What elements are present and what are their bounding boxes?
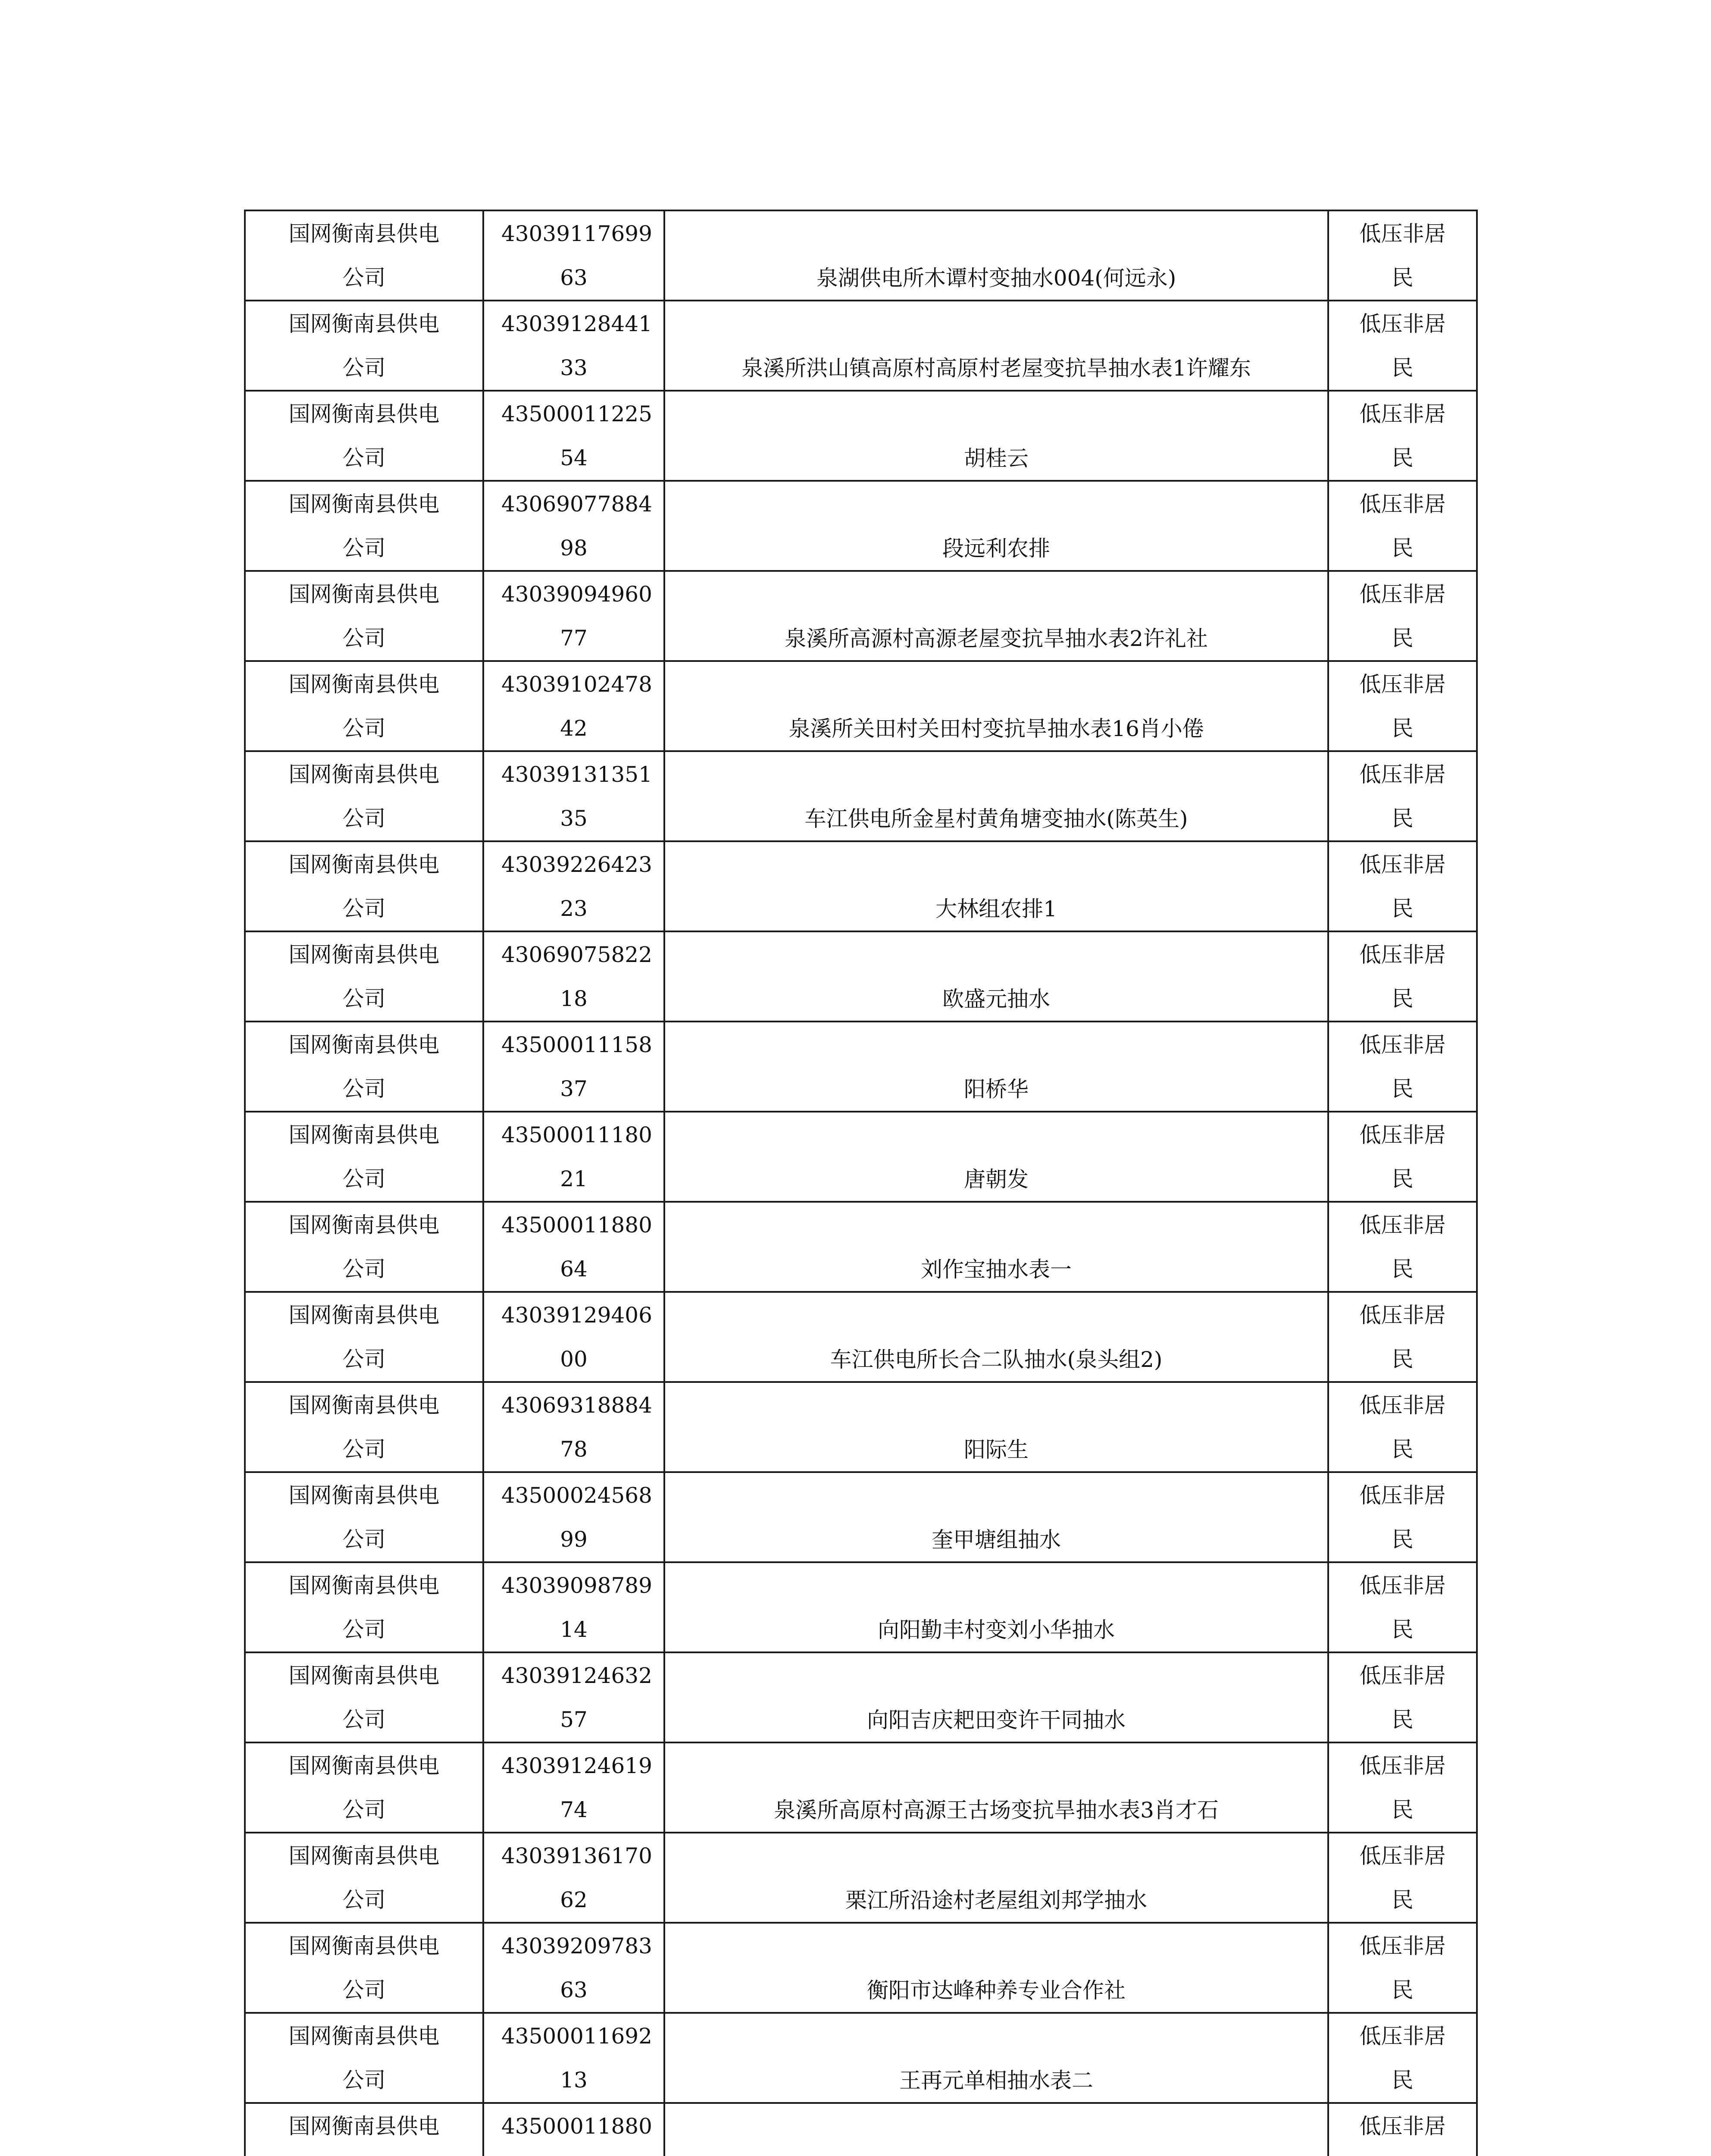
org-line-2: 公司 xyxy=(342,536,386,561)
user-type-line-1: 低压非居 xyxy=(1359,221,1446,246)
account-id-line-1: 43500011158 xyxy=(501,1032,652,1057)
user-type-cell xyxy=(1328,1833,1477,1923)
account-id-line-2: 57 xyxy=(560,1707,588,1732)
org-cell xyxy=(245,751,483,841)
org-line-1: 国网衡南县供电 xyxy=(288,1843,440,1868)
org-line-1: 国网衡南县供电 xyxy=(288,1753,440,1778)
account-id-line-2: 23 xyxy=(560,896,588,921)
account-id-line-1: 43039098789 xyxy=(501,1573,652,1598)
account-id-cell xyxy=(483,1923,664,2013)
account-id-line-2: 14 xyxy=(560,1617,588,1642)
account-name: 王再元单相抽水表二 xyxy=(899,2068,1093,2093)
account-id-line-1: 43039094960 xyxy=(501,582,652,607)
user-type-cell xyxy=(1328,931,1477,1022)
user-type-line-1: 低压非居 xyxy=(1359,1934,1446,1959)
org-cell xyxy=(245,841,483,931)
account-name-cell xyxy=(664,1742,1328,1833)
account-name-cell xyxy=(664,1923,1328,2013)
account-id-cell xyxy=(483,841,664,931)
user-type-line-1: 低压非居 xyxy=(1359,401,1446,426)
org-line-2: 公司 xyxy=(342,2068,386,2093)
account-id-line-2: 74 xyxy=(560,1797,588,1822)
account-id-cell xyxy=(483,1833,664,1923)
user-type-cell xyxy=(1328,481,1477,571)
user-type-line-1: 低压非居 xyxy=(1359,1303,1446,1328)
account-name: 向阳勤丰村变刘小华抽水 xyxy=(878,1617,1115,1642)
account-id-line-1: 43069075822 xyxy=(501,942,652,967)
account-id-cell xyxy=(483,391,664,481)
account-id-line-1: 43039209783 xyxy=(501,1934,652,1959)
user-type-cell xyxy=(1328,391,1477,481)
account-id-line-1: 43500011180 xyxy=(501,1122,652,1147)
account-id-cell xyxy=(483,931,664,1022)
user-type-line-1: 低压非居 xyxy=(1359,1573,1446,1598)
org-cell xyxy=(245,1112,483,1202)
account-name: 车江供电所金星村黄角塘变抽水(陈英生) xyxy=(804,806,1188,831)
org-line-1: 国网衡南县供电 xyxy=(288,221,440,246)
account-name: 泉湖供电所木谭村变抽水004(何远永) xyxy=(816,266,1176,291)
account-id-line-2: 21 xyxy=(560,1166,588,1191)
account-name: 栗江所沿途村老屋组刘邦学抽水 xyxy=(845,1888,1147,1913)
user-type-line-2: 民 xyxy=(1392,1257,1414,1282)
org-line-2: 公司 xyxy=(342,1797,386,1822)
account-id-cell xyxy=(483,481,664,571)
user-type-line-1: 低压非居 xyxy=(1359,2114,1446,2139)
user-type-line-2: 民 xyxy=(1392,445,1414,470)
account-id-cell xyxy=(483,1202,664,1292)
user-type-line-1: 低压非居 xyxy=(1359,1663,1446,1688)
org-cell xyxy=(245,301,483,391)
account-id-line-2: 63 xyxy=(560,1977,588,2002)
account-name: 唐朝发 xyxy=(964,1167,1029,1192)
user-type-line-2: 民 xyxy=(1392,1437,1414,1462)
table-row xyxy=(245,1472,1477,1562)
org-cell xyxy=(245,1382,483,1472)
org-line-1: 国网衡南县供电 xyxy=(288,942,440,967)
table-row xyxy=(245,301,1477,391)
user-type-line-1: 低压非居 xyxy=(1359,942,1446,967)
account-name: 泉溪所高源村高源老屋变抗旱抽水表2许礼社 xyxy=(785,626,1208,651)
user-type-line-1: 低压非居 xyxy=(1359,311,1446,336)
account-id-line-2: 42 xyxy=(560,716,588,741)
account-name-cell xyxy=(664,1472,1328,1562)
org-cell xyxy=(245,1742,483,1833)
account-id-line-2: 63 xyxy=(560,265,588,290)
org-line-1: 国网衡南县供电 xyxy=(288,2114,440,2139)
account-name: 欧盛元抽水 xyxy=(942,987,1050,1012)
user-type-line-1: 低压非居 xyxy=(1359,1213,1446,1238)
org-line-1: 国网衡南县供电 xyxy=(288,1393,440,1418)
org-line-1: 国网衡南县供电 xyxy=(288,1303,440,1328)
account-name xyxy=(665,2148,1327,2156)
account-name: 段远利农排 xyxy=(942,536,1050,561)
org-cell xyxy=(245,1562,483,1652)
table-row xyxy=(245,661,1477,751)
account-name: 泉溪所高原村高源王古场变抗旱抽水表3肖才石 xyxy=(774,1798,1219,1823)
user-type-line-2: 民 xyxy=(1392,716,1414,741)
account-name-cell xyxy=(664,1382,1328,1472)
user-type-line-1: 低压非居 xyxy=(1359,1393,1446,1418)
account-id-line-1: 43500011880 xyxy=(501,1213,652,1238)
org-line-2: 公司 xyxy=(342,1527,386,1552)
account-name-cell xyxy=(664,1833,1328,1923)
account-id-cell xyxy=(483,1472,664,1562)
user-type-line-1: 低压非居 xyxy=(1359,2024,1446,2049)
table-row xyxy=(245,1562,1477,1652)
account-name-cell xyxy=(664,391,1328,481)
user-type-line-1: 低压非居 xyxy=(1359,672,1446,697)
user-type-line-2: 民 xyxy=(1392,806,1414,831)
account-id-line-2: 18 xyxy=(560,986,588,1011)
account-id-cell xyxy=(483,1562,664,1652)
org-cell xyxy=(245,1292,483,1382)
account-id-line-2: 33 xyxy=(560,355,588,380)
user-type-line-1: 低压非居 xyxy=(1359,1843,1446,1868)
org-line-2: 公司 xyxy=(342,986,386,1011)
org-cell xyxy=(245,2013,483,2103)
org-line-2: 公司 xyxy=(342,1437,386,1462)
account-name-cell xyxy=(664,751,1328,841)
account-name-cell xyxy=(664,931,1328,1022)
table-row xyxy=(245,931,1477,1022)
user-type-cell xyxy=(1328,1472,1477,1562)
table-row xyxy=(245,1742,1477,1833)
user-type-line-2: 民 xyxy=(1392,626,1414,651)
table-row xyxy=(245,210,1477,301)
account-id-line-2: 77 xyxy=(560,626,588,651)
org-line-2: 公司 xyxy=(342,1347,386,1372)
user-type-cell xyxy=(1328,1923,1477,2013)
user-type-line-1: 低压非居 xyxy=(1359,582,1446,607)
org-line-2 xyxy=(246,2148,482,2156)
account-name: 衡阳市达峰种养专业合作社 xyxy=(867,1978,1126,2003)
account-name: 泉溪所洪山镇高原村高原村老屋变抗旱抽水表1许耀东 xyxy=(741,356,1251,381)
account-name-cell xyxy=(664,2103,1328,2156)
account-name-cell xyxy=(664,1022,1328,1112)
table-row xyxy=(245,1292,1477,1382)
table-row xyxy=(245,2013,1477,2103)
user-type-line-1: 低压非居 xyxy=(1359,1122,1446,1147)
org-cell xyxy=(245,661,483,751)
account-id-line-2: 98 xyxy=(560,536,588,561)
account-id-line-1: 43039124619 xyxy=(501,1753,652,1778)
org-line-2: 公司 xyxy=(342,626,386,651)
table-row xyxy=(245,751,1477,841)
org-line-2: 公司 xyxy=(342,355,386,380)
user-type-line-2: 民 xyxy=(1392,1707,1414,1732)
org-cell xyxy=(245,1472,483,1562)
user-type-line-2: 民 xyxy=(1392,1527,1414,1552)
org-line-1: 国网衡南县供电 xyxy=(288,1573,440,1598)
org-line-1: 国网衡南县供电 xyxy=(288,401,440,426)
user-type-cell xyxy=(1328,571,1477,661)
org-line-1: 国网衡南县供电 xyxy=(288,672,440,697)
account-id-cell xyxy=(483,751,664,841)
org-line-2: 公司 xyxy=(342,1166,386,1191)
user-type-line-2: 民 xyxy=(1392,265,1414,290)
table-row xyxy=(245,1652,1477,1742)
user-type-cell xyxy=(1328,1292,1477,1382)
account-id-line-1: 43500011880 xyxy=(501,2114,652,2139)
org-line-2: 公司 xyxy=(342,1257,386,1282)
account-id-cell xyxy=(483,1112,664,1202)
user-type-line-2: 民 xyxy=(1392,1347,1414,1372)
user-type-line-1: 低压非居 xyxy=(1359,1753,1446,1778)
account-id-cell xyxy=(483,661,664,751)
org-line-2: 公司 xyxy=(342,1887,386,1912)
org-cell xyxy=(245,1202,483,1292)
org-line-1: 国网衡南县供电 xyxy=(288,1213,440,1238)
account-name: 向阳吉庆耙田变许干同抽水 xyxy=(867,1708,1126,1733)
org-line-1: 国网衡南县供电 xyxy=(288,1483,440,1508)
user-type-line-2: 民 xyxy=(1392,536,1414,561)
user-type-cell xyxy=(1328,2103,1477,2156)
account-id-line-1: 43500011692 xyxy=(501,2024,652,2049)
org-line-2: 公司 xyxy=(342,896,386,921)
org-line-2: 公司 xyxy=(342,1977,386,2002)
user-type-line-1: 低压非居 xyxy=(1359,492,1446,517)
org-line-2: 公司 xyxy=(342,1617,386,1642)
org-line-1: 国网衡南县供电 xyxy=(288,2024,440,2049)
account-id-line-2: 00 xyxy=(560,1347,588,1372)
account-id-line-1: 43039136170 xyxy=(501,1843,652,1868)
account-name-cell xyxy=(664,481,1328,571)
account-name-cell xyxy=(664,301,1328,391)
account-id-line-1: 43039117699 xyxy=(501,221,652,246)
user-type-line-2 xyxy=(1329,2148,1476,2156)
user-type-cell xyxy=(1328,1652,1477,1742)
account-id-cell xyxy=(483,2103,664,2156)
org-line-1: 国网衡南县供电 xyxy=(288,311,440,336)
account-id-line-1: 43039131351 xyxy=(501,762,652,787)
customer-table xyxy=(244,210,1478,2156)
account-id-line-2: 37 xyxy=(560,1076,588,1101)
account-id-line-2: 62 xyxy=(560,1887,588,1912)
user-type-cell xyxy=(1328,1742,1477,1833)
account-id-cell xyxy=(483,571,664,661)
user-type-cell xyxy=(1328,2013,1477,2103)
table-body xyxy=(245,210,1477,2156)
user-type-line-2: 民 xyxy=(1392,355,1414,380)
account-name: 奎甲塘组抽水 xyxy=(932,1527,1061,1552)
account-name: 阳际生 xyxy=(964,1437,1029,1462)
org-line-1: 国网衡南县供电 xyxy=(288,1122,440,1147)
org-line-1: 国网衡南县供电 xyxy=(288,1032,440,1057)
account-id-line-2: 78 xyxy=(560,1437,588,1462)
account-name: 泉溪所关田村关田村变抗旱抽水表16肖小倦 xyxy=(788,716,1204,741)
org-line-1: 国网衡南县供电 xyxy=(288,492,440,517)
org-cell xyxy=(245,1833,483,1923)
user-type-line-2: 民 xyxy=(1392,986,1414,1011)
user-type-cell xyxy=(1328,1202,1477,1292)
account-id-cell xyxy=(483,1292,664,1382)
table-row xyxy=(245,391,1477,481)
org-line-1: 国网衡南县供电 xyxy=(288,1663,440,1688)
table-row xyxy=(245,481,1477,571)
account-id-line-2: 13 xyxy=(560,2068,588,2093)
account-id-cell xyxy=(483,1382,664,1472)
user-type-line-1: 低压非居 xyxy=(1359,1483,1446,1508)
account-id-cell xyxy=(483,301,664,391)
org-line-2: 公司 xyxy=(342,1707,386,1732)
org-cell xyxy=(245,1923,483,2013)
user-type-cell xyxy=(1328,661,1477,751)
account-name-cell xyxy=(664,1292,1328,1382)
org-line-1: 国网衡南县供电 xyxy=(288,762,440,787)
account-id-line-1: 43069077884 xyxy=(501,492,652,517)
account-id-line-1: 43039102478 xyxy=(501,672,652,697)
org-cell xyxy=(245,1652,483,1742)
org-line-2: 公司 xyxy=(342,716,386,741)
account-name: 阳桥华 xyxy=(964,1077,1029,1102)
account-id-line-2: 35 xyxy=(560,806,588,831)
org-cell xyxy=(245,1022,483,1112)
account-id-line-2: 54 xyxy=(560,445,588,470)
user-type-cell xyxy=(1328,841,1477,931)
account-id-line-1: 43039129406 xyxy=(501,1303,652,1328)
table-row xyxy=(245,1923,1477,2013)
user-type-line-2: 民 xyxy=(1392,1617,1414,1642)
account-name: 胡桂云 xyxy=(964,446,1029,471)
user-type-cell xyxy=(1328,1382,1477,1472)
account-name-cell xyxy=(664,1652,1328,1742)
account-name: 大林组农排1 xyxy=(935,896,1057,921)
user-type-line-2: 民 xyxy=(1392,1166,1414,1191)
user-type-line-1: 低压非居 xyxy=(1359,762,1446,787)
account-id-line-1: 43069318884 xyxy=(501,1393,652,1418)
table-row xyxy=(245,1833,1477,1923)
table-row xyxy=(245,1112,1477,1202)
account-id-line-1: 43039226423 xyxy=(501,852,652,877)
account-name-cell xyxy=(664,1112,1328,1202)
user-type-cell xyxy=(1328,751,1477,841)
account-id-line-1: 43500024568 xyxy=(501,1483,652,1508)
account-id-cell xyxy=(483,1652,664,1742)
user-type-line-2: 民 xyxy=(1392,1887,1414,1912)
user-type-line-1: 低压非居 xyxy=(1359,852,1446,877)
account-name-cell xyxy=(664,661,1328,751)
user-type-line-2: 民 xyxy=(1392,1076,1414,1101)
org-line-2: 公司 xyxy=(342,265,386,290)
account-id-line-2: 64 xyxy=(560,1257,588,1282)
org-line-2: 公司 xyxy=(342,806,386,831)
account-name-cell xyxy=(664,2013,1328,2103)
user-type-line-2: 民 xyxy=(1392,2068,1414,2093)
account-id-cell xyxy=(483,2013,664,2103)
user-type-line-1: 低压非居 xyxy=(1359,1032,1446,1057)
account-id-cell xyxy=(483,1022,664,1112)
org-line-2: 公司 xyxy=(342,1076,386,1101)
org-line-1: 国网衡南县供电 xyxy=(288,852,440,877)
account-name-cell xyxy=(664,210,1328,301)
account-id-line-2: 99 xyxy=(560,1527,588,1552)
account-id-cell xyxy=(483,210,664,301)
account-id-line-2 xyxy=(484,2148,663,2156)
table-row xyxy=(245,841,1477,931)
org-cell xyxy=(245,481,483,571)
user-type-line-2: 民 xyxy=(1392,1797,1414,1822)
org-line-1: 国网衡南县供电 xyxy=(288,1934,440,1959)
account-name: 刘作宝抽水表一 xyxy=(921,1257,1072,1282)
account-name: 车江供电所长合二队抽水(泉头组2) xyxy=(830,1347,1163,1372)
user-type-line-2: 民 xyxy=(1392,1977,1414,2002)
user-type-cell xyxy=(1328,301,1477,391)
account-name-cell xyxy=(664,1562,1328,1652)
account-name-cell xyxy=(664,571,1328,661)
user-type-cell xyxy=(1328,1112,1477,1202)
org-cell xyxy=(245,571,483,661)
account-id-line-1: 43039128441 xyxy=(501,311,652,336)
table-row xyxy=(245,1382,1477,1472)
user-type-line-2: 民 xyxy=(1392,896,1414,921)
account-id-line-1: 43039124632 xyxy=(501,1663,652,1688)
account-id-line-1: 43500011225 xyxy=(501,401,652,426)
table-row xyxy=(245,1202,1477,1292)
account-name-cell xyxy=(664,841,1328,931)
org-line-2: 公司 xyxy=(342,445,386,470)
account-id-cell xyxy=(483,1742,664,1833)
user-type-cell xyxy=(1328,210,1477,301)
user-type-cell xyxy=(1328,1562,1477,1652)
org-line-1: 国网衡南县供电 xyxy=(288,582,440,607)
account-name-cell xyxy=(664,1202,1328,1292)
table-row xyxy=(245,1022,1477,1112)
org-cell xyxy=(245,210,483,301)
org-cell xyxy=(245,931,483,1022)
table-row xyxy=(245,2103,1477,2156)
user-type-cell xyxy=(1328,1022,1477,1112)
org-cell xyxy=(245,391,483,481)
org-cell xyxy=(245,2103,483,2156)
table-row xyxy=(245,571,1477,661)
